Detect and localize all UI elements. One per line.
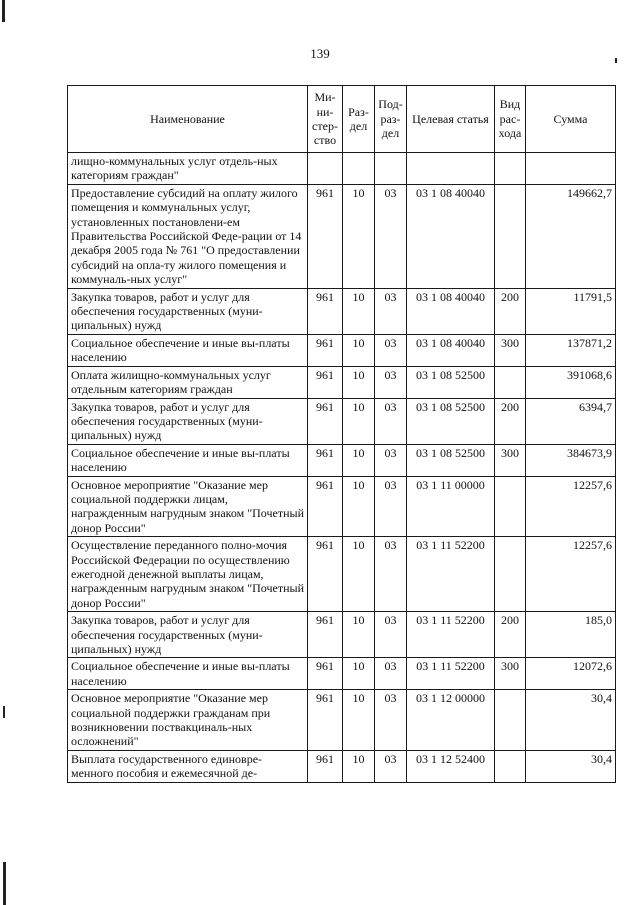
table-row xyxy=(68,366,616,398)
cell-expense-type xyxy=(495,537,526,612)
cell-section: 10 xyxy=(343,612,375,658)
cell-subsection: 03 xyxy=(375,184,407,288)
cell-expense-type xyxy=(495,366,526,398)
cell-subsection: 03 xyxy=(375,288,407,334)
table-row xyxy=(68,398,616,444)
cell-amount: 12257,6 xyxy=(526,476,616,537)
cell-target: 03 1 11 00000 xyxy=(407,476,495,537)
cell-amount: 137871,2 xyxy=(526,334,616,366)
cell-ministry: 961 xyxy=(308,444,343,476)
column-header-section: Раз-дел xyxy=(343,86,375,153)
cell-section: 10 xyxy=(343,334,375,366)
cell-amount: 12072,6 xyxy=(526,658,616,690)
cell-section: 10 xyxy=(343,444,375,476)
cell-expense-type: 300 xyxy=(495,658,526,690)
cell-section xyxy=(343,153,375,185)
table-row xyxy=(68,690,616,751)
cell-name: Основное мероприятие "Оказание мер социальной поддержки гражданам при возникновении поствакциналь-ных осложнений" xyxy=(68,690,308,751)
cell-expense-type: 200 xyxy=(495,612,526,658)
cell-target: 03 1 08 40040 xyxy=(407,288,495,334)
column-header-expense-type: Вид рас-хода xyxy=(495,86,526,153)
cell-subsection: 03 xyxy=(375,612,407,658)
scan-mark xyxy=(3,862,6,905)
cell-amount: 11791,5 xyxy=(526,288,616,334)
cell-subsection: 03 xyxy=(375,444,407,476)
cell-name: Предоставление субсидий на оплату жилого помещения и коммунальных услуг, установленных постановлени-ем Правительства Российской Феде-рации от 14 декабря 2005 года № 761 "О предоставлении субсидий на опла-ту жилого помещения и коммуналь-ных услуг" xyxy=(68,184,308,288)
table-row xyxy=(68,288,616,334)
page-number: 139 xyxy=(310,46,330,61)
table-header-row xyxy=(68,86,616,153)
cell-target: 03 1 08 40040 xyxy=(407,334,495,366)
cell-expense-type xyxy=(495,184,526,288)
cell-name: Социальное обеспечение и иные вы-платы населению xyxy=(68,444,308,476)
scan-mark xyxy=(615,58,617,63)
cell-subsection: 03 xyxy=(375,537,407,612)
cell-target: 03 1 12 52400 xyxy=(407,750,495,782)
cell-amount xyxy=(526,153,616,185)
column-header-ministry: Ми-ни-стер-ство xyxy=(308,86,343,153)
cell-subsection: 03 xyxy=(375,750,407,782)
cell-ministry: 961 xyxy=(308,658,343,690)
cell-section: 10 xyxy=(343,750,375,782)
cell-amount: 391068,6 xyxy=(526,366,616,398)
cell-name: Закупка товаров, работ и услуг для обеспечения государственных (муни-ципальных) нужд xyxy=(68,288,308,334)
cell-section: 10 xyxy=(343,537,375,612)
column-header-subsection: Под-раз-дел xyxy=(375,86,407,153)
cell-ministry: 961 xyxy=(308,366,343,398)
cell-expense-type xyxy=(495,476,526,537)
cell-target: 03 1 11 52200 xyxy=(407,612,495,658)
cell-subsection: 03 xyxy=(375,690,407,751)
cell-section: 10 xyxy=(343,476,375,537)
budget-table xyxy=(67,85,616,783)
cell-section: 10 xyxy=(343,366,375,398)
cell-ministry: 961 xyxy=(308,334,343,366)
cell-subsection: 03 xyxy=(375,398,407,444)
cell-subsection: 03 xyxy=(375,334,407,366)
cell-ministry xyxy=(308,153,343,185)
table-row xyxy=(68,184,616,288)
table-row xyxy=(68,476,616,537)
cell-ministry: 961 xyxy=(308,537,343,612)
cell-expense-type xyxy=(495,153,526,185)
cell-name: Выплата государственного единовре-менного пособия и ежемесячной де- xyxy=(68,750,308,782)
cell-expense-type xyxy=(495,750,526,782)
cell-expense-type: 200 xyxy=(495,398,526,444)
cell-section: 10 xyxy=(343,184,375,288)
cell-expense-type: 300 xyxy=(495,444,526,476)
cell-expense-type: 200 xyxy=(495,288,526,334)
cell-expense-type xyxy=(495,690,526,751)
cell-amount: 12257,6 xyxy=(526,537,616,612)
cell-amount: 6394,7 xyxy=(526,398,616,444)
scan-mark xyxy=(2,0,5,22)
cell-target: 03 1 11 52200 xyxy=(407,537,495,612)
cell-name: Закупка товаров, работ и услуг для обеспечения государственных (муни-ципальных) нужд xyxy=(68,612,308,658)
cell-amount: 30,4 xyxy=(526,690,616,751)
cell-name: Социальное обеспечение и иные вы-платы населению xyxy=(68,658,308,690)
cell-name: Социальное обеспечение и иные вы-платы населению xyxy=(68,334,308,366)
column-header-amount: Сумма xyxy=(526,86,616,153)
table-row xyxy=(68,750,616,782)
scan-mark xyxy=(3,706,5,718)
cell-subsection: 03 xyxy=(375,366,407,398)
cell-target: 03 1 12 00000 xyxy=(407,690,495,751)
cell-target xyxy=(407,153,495,185)
cell-ministry: 961 xyxy=(308,690,343,751)
cell-name: Оплата жилищно-коммунальных услуг отдельным категориям граждан xyxy=(68,366,308,398)
cell-expense-type: 300 xyxy=(495,334,526,366)
cell-ministry: 961 xyxy=(308,476,343,537)
cell-amount: 149662,7 xyxy=(526,184,616,288)
cell-subsection xyxy=(375,153,407,185)
column-header-name: Наименование xyxy=(68,86,308,153)
cell-ministry: 961 xyxy=(308,184,343,288)
table-row xyxy=(68,334,616,366)
cell-section: 10 xyxy=(343,690,375,751)
cell-target: 03 1 11 52200 xyxy=(407,658,495,690)
table-row xyxy=(68,537,616,612)
cell-ministry: 961 xyxy=(308,398,343,444)
cell-amount: 185,0 xyxy=(526,612,616,658)
cell-section: 10 xyxy=(343,398,375,444)
table-row xyxy=(68,153,616,185)
cell-name: Закупка товаров, работ и услуг для обеспечения государственных (муни-ципальных) нужд xyxy=(68,398,308,444)
cell-name: Основное мероприятие "Оказание мер социальной поддержки лицам, награжденным нагрудным знаком "Почетный донор России" xyxy=(68,476,308,537)
table-row xyxy=(68,612,616,658)
cell-amount: 30,4 xyxy=(526,750,616,782)
table-row xyxy=(68,444,616,476)
cell-ministry: 961 xyxy=(308,288,343,334)
cell-section: 10 xyxy=(343,658,375,690)
cell-name: лищно-коммунальных услуг отдель-ных категориям граждан" xyxy=(68,153,308,185)
cell-subsection: 03 xyxy=(375,658,407,690)
table-row xyxy=(68,658,616,690)
cell-target: 03 1 08 52500 xyxy=(407,444,495,476)
cell-target: 03 1 08 40040 xyxy=(407,184,495,288)
cell-target: 03 1 08 52500 xyxy=(407,398,495,444)
cell-amount: 384673,9 xyxy=(526,444,616,476)
cell-target: 03 1 08 52500 xyxy=(407,366,495,398)
cell-ministry: 961 xyxy=(308,612,343,658)
cell-subsection: 03 xyxy=(375,476,407,537)
cell-ministry: 961 xyxy=(308,750,343,782)
cell-name: Осуществление переданного полно-мочия Российской Федерации по осуществлению ежегодной денежной выплаты лицам, награжденным нагрудным знаком "Почетный донор России" xyxy=(68,537,308,612)
column-header-target: Целевая статья xyxy=(407,86,495,153)
cell-section: 10 xyxy=(343,288,375,334)
